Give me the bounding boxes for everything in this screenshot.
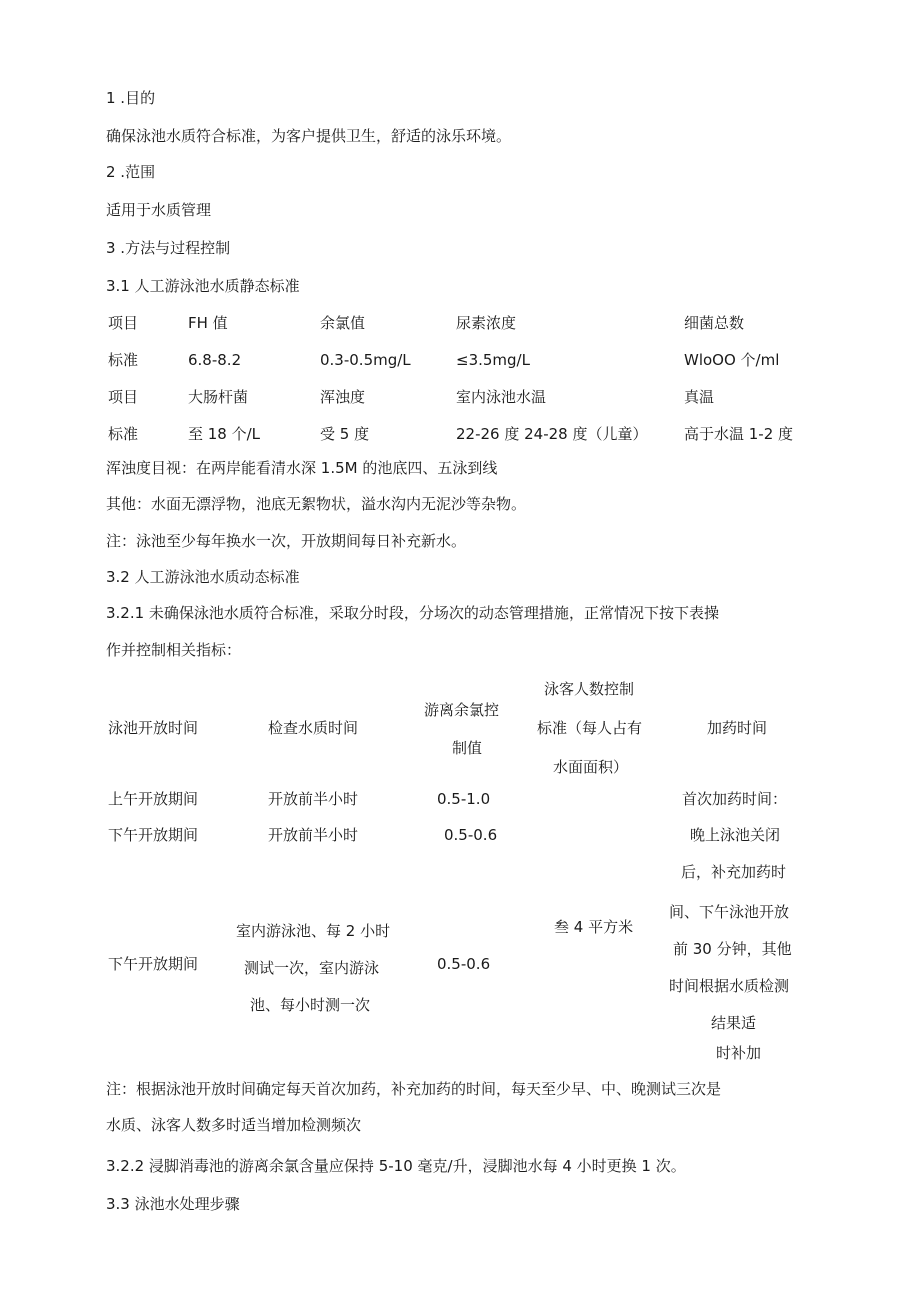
header-check-time: 检查水质时间 xyxy=(268,719,359,737)
header-chlorine-line-1: 游离余氯控 xyxy=(424,701,500,719)
row-1-open: 上午开放期间 xyxy=(108,790,199,808)
dosing-line-1: 首次加药时间： xyxy=(682,790,788,808)
header-swimmers-line-1: 泳客人数控制 xyxy=(544,680,635,698)
table-cell: 余氯值 xyxy=(320,314,366,332)
section-3-1-title: 3.1 人工游泳池水质静态标准 xyxy=(106,277,300,295)
table-cell: 标准 xyxy=(108,351,139,369)
table-cell: 大肠杆菌 xyxy=(188,388,249,406)
turbidity-note: 浑浊度目视：在两岸能看清水深 1.5M 的池底四、五泳到线 xyxy=(106,459,498,477)
table-cell: 受 5 度 xyxy=(320,425,370,443)
section-2-body: 适用于水质管理 xyxy=(106,201,212,219)
section-1-body: 确保泳池水质符合标准，为客户提供卫生，舒适的泳乐环境。 xyxy=(106,127,512,145)
table-cell: 真温 xyxy=(684,388,715,406)
table-cell: 尿素浓度 xyxy=(456,314,517,332)
table-cell: 高于水温 1-2 度 xyxy=(684,425,794,443)
dosing-note-line-2: 水质、泳客人数多时适当增加检测频次 xyxy=(106,1116,362,1134)
table-cell: FH 值 xyxy=(188,314,228,332)
table-cell: 22-26 度 24-28 度（儿童） xyxy=(456,425,648,443)
row-3-open: 下午开放期间 xyxy=(108,955,199,973)
section-3-3-title: 3.3 泳池水处理步骤 xyxy=(106,1195,240,1213)
header-dosing: 加药时间 xyxy=(707,719,768,737)
row-1-check: 开放前半小时 xyxy=(268,790,359,808)
header-open-time: 泳池开放时间 xyxy=(108,719,199,737)
table-cell: WloOO 个/ml xyxy=(684,351,780,369)
section-3-title: 3 .方法与过程控制 xyxy=(106,239,231,257)
row-3-chlorine: 0.5-0.6 xyxy=(437,955,491,973)
dosing-line-2: 晚上泳池关闭 xyxy=(690,826,781,844)
dosing-line-3: 后，补充加药时 xyxy=(681,863,787,881)
table-cell: 室内泳池水温 xyxy=(456,388,547,406)
table-cell: 标准 xyxy=(108,425,139,443)
section-1-title: 1 .目的 xyxy=(106,89,156,107)
section-2-title: 2 .范围 xyxy=(106,163,156,181)
section-3-2-1-line-2: 作并控制相关指标： xyxy=(106,641,242,659)
table-cell: 0.3-0.5mg/L xyxy=(320,351,411,369)
row-2-chlorine: 0.5-0.6 xyxy=(444,826,498,844)
table-cell: 至 18 个/L xyxy=(188,425,261,443)
section-3-2-2: 3.2.2 浸脚消毒池的游离余氯含量应保持 5-10 毫克/升，浸脚池水每 4 小时更换 1 次。 xyxy=(106,1157,686,1175)
dosing-line-8: 时补加 xyxy=(716,1044,762,1062)
dosing-line-6: 时间根据水质检测 xyxy=(669,977,790,995)
header-swimmers-line-3: 水面面积） xyxy=(553,758,629,776)
header-chlorine-line-2: 制值 xyxy=(452,739,483,757)
water-change-note: 注：泳池至少每年换水一次，开放期间每日补充新水。 xyxy=(106,532,467,550)
row-2-check: 开放前半小时 xyxy=(268,826,359,844)
row-3-check-line-2: 测试一次，室内游泳 xyxy=(244,959,380,977)
header-swimmers-line-2: 标准（每人占有 xyxy=(537,719,643,737)
row-3-check-line-1: 室内游泳池、每 2 小时 xyxy=(236,922,391,940)
dosing-line-4: 间、下午泳池开放 xyxy=(669,903,790,921)
row-3-check-line-3: 池、每小时测一次 xyxy=(250,996,371,1014)
row-1-chlorine: 0.5-1.0 xyxy=(437,790,491,808)
table-cell: 细菌总数 xyxy=(684,314,745,332)
table-cell: 项目 xyxy=(108,388,139,406)
dosing-note-line-1: 注：根据泳池开放时间确定每天首次加药，补充加药的时间，每天至少早、中、晚测试三次是 xyxy=(106,1080,722,1098)
table-cell: ≤3.5mg/L xyxy=(456,351,530,369)
row-2-open: 下午开放期间 xyxy=(108,826,199,844)
section-3-2-1-line-1: 3.2.1 未确保泳池水质符合标准，采取分时段，分场次的动态管理措施，正常情况下按下表操 xyxy=(106,604,719,622)
dosing-line-7: 结果适 xyxy=(711,1014,757,1032)
table-cell: 6.8-8.2 xyxy=(188,351,242,369)
table-cell: 项目 xyxy=(108,314,139,332)
dosing-line-5: 前 30 分钟，其他 xyxy=(673,940,792,958)
swimmer-standard: 叁 4 平方米 xyxy=(554,918,634,936)
table-cell: 浑浊度 xyxy=(320,388,366,406)
other-note: 其他：水面无漂浮物，池底无絮物状，溢水沟内无泥沙等杂物。 xyxy=(106,495,527,513)
section-3-2-title: 3.2 人工游泳池水质动态标准 xyxy=(106,568,300,586)
